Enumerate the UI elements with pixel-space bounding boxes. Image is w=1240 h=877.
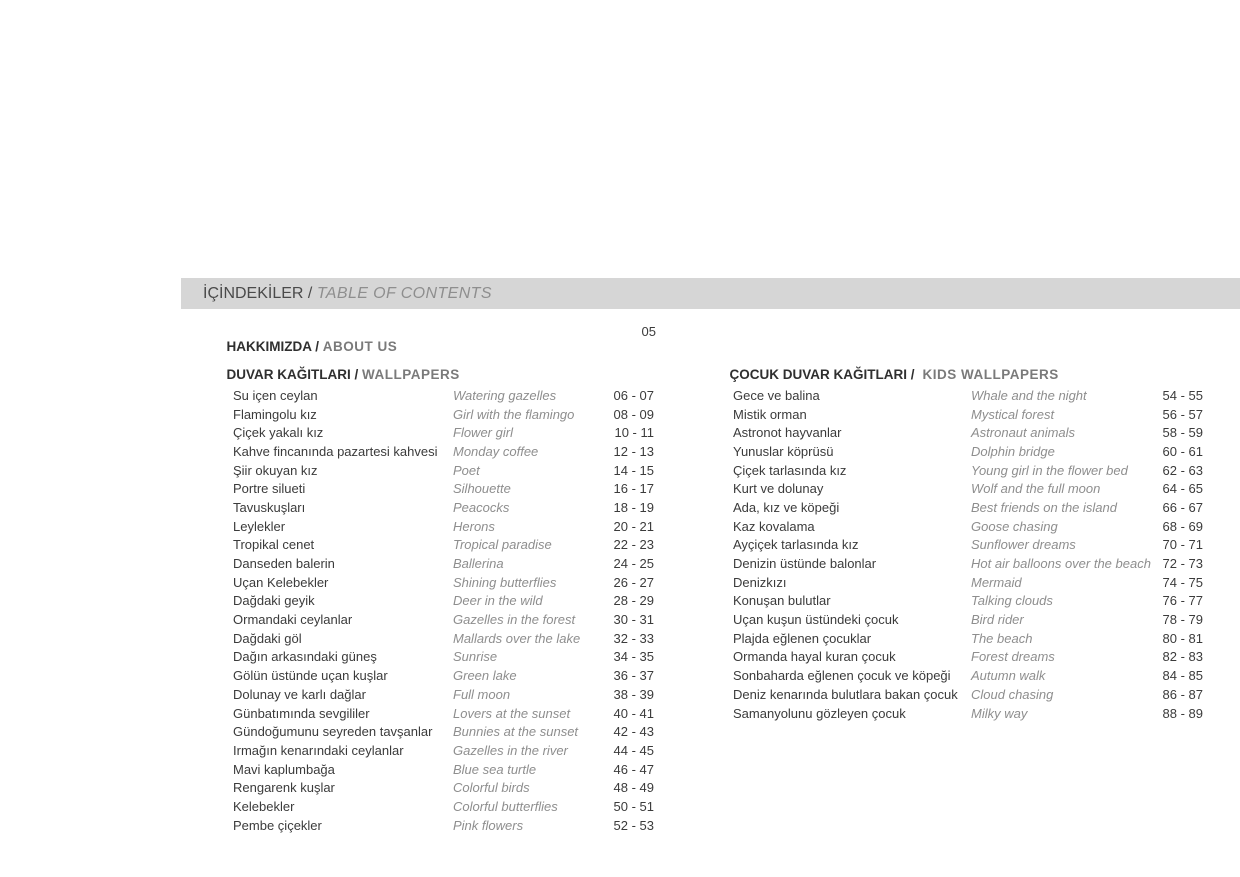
item-title-tr: Sonbaharda eğlenen çocuk ve köpeği [733,668,951,684]
toc-row [233,685,654,704]
item-pages: 88 - 89 [1162,705,1203,721]
item-title-tr: Çiçek tarlasında kız [733,462,847,478]
toc-row [233,498,654,517]
toc-row [233,554,654,573]
toc-header-bar [181,278,1240,309]
item-title-tr: Pembe çiçekler [233,817,322,833]
toc-row [233,704,654,723]
item-title-en: Watering gazelles [453,387,557,403]
item-title-en: Monday coffee [453,443,539,459]
item-title-en: Colorful butterflies [453,798,558,814]
toc-title-en: TABLE OF CONTENTS [316,284,492,302]
item-title-en: Goose chasing [971,518,1058,534]
item-pages: 28 - 29 [613,593,654,609]
toc-row [733,386,1203,405]
item-pages: 68 - 69 [1162,518,1203,534]
item-title-en: Gazelles in the forest [453,612,576,628]
toc-row [233,461,654,480]
item-title-tr: Günbatımında sevgililer [233,705,370,721]
toc-row [733,648,1203,667]
item-title-en: Best friends on the island [971,499,1117,515]
item-pages: 16 - 17 [613,481,654,497]
toc-row [733,704,1203,723]
item-title-tr: Dağın arkasındaki güneş [233,649,377,665]
item-pages: 14 - 15 [613,462,654,478]
item-title-tr: Ormanda hayal kuran çocuk [733,649,896,665]
item-pages: 32 - 33 [613,630,654,646]
item-title-tr: Gölün üstünde uçan kuşlar [233,668,388,684]
item-title-en: Mallards over the lake [453,630,581,646]
item-title-tr: Kurt ve dolunay [733,481,824,497]
item-title-tr: Mistik orman [733,406,807,422]
item-title-en: Milky way [971,705,1028,721]
item-title-en: Green lake [453,668,517,684]
item-pages: 38 - 39 [613,686,654,702]
item-pages: 74 - 75 [1162,574,1203,590]
item-title-en: Blue sea turtle [453,761,537,777]
toc-row [733,423,1203,442]
item-title-en: Lovers at the sunset [453,705,571,721]
item-pages: 22 - 23 [613,537,654,553]
section-title-tr: ÇOCUK DUVAR KAĞITLARI / [729,367,919,382]
item-title-en: Pink flowers [453,817,524,833]
toc-list-wallpapers [233,386,654,835]
item-title-tr: Portre silueti [233,481,306,497]
toc-row [233,666,654,685]
section-title-en: KIDS WALLPAPERS [918,367,1059,382]
item-pages: 06 - 07 [613,387,654,403]
item-title-tr: Gece ve balina [733,387,820,403]
toc-row [233,423,654,442]
toc-row [733,610,1203,629]
item-title-tr: Konuşan bulutlar [733,593,831,609]
item-pages: 34 - 35 [613,649,654,665]
item-title-tr: Rengarenk kuşlar [233,780,335,796]
item-pages: 76 - 77 [1162,593,1203,609]
toc-row [233,610,654,629]
toc-row [233,479,654,498]
toc-row [233,778,654,797]
item-title-en: Wolf and the full moon [971,481,1101,497]
toc-row [233,797,654,816]
toc-row [233,629,654,648]
toc-row [733,573,1203,592]
item-title-tr: Tavuskuşları [233,499,306,515]
item-title-tr: Mavi kaplumbağa [233,761,335,777]
item-pages: 18 - 19 [613,499,654,515]
item-pages: 36 - 37 [613,668,654,684]
item-pages: 24 - 25 [613,556,654,572]
item-title-en: Peacocks [453,499,510,515]
item-title-en: Ballerina [453,556,504,572]
item-title-en: Forest dreams [971,649,1055,665]
item-pages: 20 - 21 [613,518,654,534]
toc-row [233,760,654,779]
item-title-tr: Flamingolu kız [233,406,317,422]
item-title-tr: Ormandaki ceylanlar [233,612,353,628]
item-title-tr: Dağdaki göl [233,630,302,646]
item-pages: 62 - 63 [1162,462,1203,478]
item-title-en: Shining butterflies [453,574,557,590]
item-pages: 10 - 11 [614,425,654,441]
item-title-en: Dolphin bridge [971,443,1055,459]
toc-row [733,554,1203,573]
item-title-en: Flower girl [453,425,513,441]
item-title-tr: Uçan kuşun üstündeki çocuk [733,612,899,628]
item-title-en: Bird rider [971,612,1024,628]
item-title-en: Autumn walk [971,668,1046,684]
item-pages: 84 - 85 [1162,668,1203,684]
toc-row [233,386,654,405]
item-title-tr: Kahve fincanında pazartesi kahvesi [233,443,438,459]
toc-row [233,573,654,592]
item-pages: 72 - 73 [1162,556,1203,572]
section-wallpapers-header [204,352,654,382]
item-title-tr: Uçan Kelebekler [233,574,329,590]
item-title-tr: Kelebekler [233,798,295,814]
item-title-en: Talking clouds [971,593,1053,609]
toc-row [233,722,654,741]
toc-row [233,442,654,461]
item-pages: 86 - 87 [1162,686,1203,702]
item-pages: 12 - 13 [613,443,654,459]
section-wallpapers [204,352,654,835]
item-title-en: Cloud chasing [971,686,1054,702]
item-title-en: Sunflower dreams [971,537,1076,553]
section-kids-wallpapers-header [707,352,1203,382]
toc-list-kids-wallpapers [733,386,1203,722]
item-title-tr: Plajda eğlenen çocuklar [733,630,872,646]
section-kids-wallpapers [707,352,1203,722]
item-title-tr: Kaz kovalama [733,518,815,534]
toc-row [733,498,1203,517]
item-title-tr: Denizin üstünde balonlar [733,556,877,572]
item-title-en: Colorful birds [453,780,530,796]
item-title-en: Herons [453,518,495,534]
item-title-en: Mermaid [971,574,1022,590]
item-pages: 40 - 41 [613,705,654,721]
toc-row [733,666,1203,685]
item-title-tr: Şiir okuyan kız [233,462,318,478]
toc-row [733,685,1203,704]
item-pages: 70 - 71 [1162,537,1203,553]
item-title-en: Silhouette [453,481,511,497]
toc-row [233,741,654,760]
about-page-number: 05 [641,324,656,339]
item-pages: 80 - 81 [1162,630,1203,646]
toc-row [733,442,1203,461]
item-title-tr: Çiçek yakalı kız [233,425,324,441]
toc-row [233,816,654,835]
toc-row [733,461,1203,480]
item-pages: 52 - 53 [613,817,654,833]
toc-row [233,648,654,667]
item-title-tr: Dağdaki geyik [233,593,315,609]
item-pages: 58 - 59 [1162,425,1203,441]
item-pages: 42 - 43 [613,724,654,740]
item-pages: 56 - 57 [1162,406,1203,422]
item-pages: 54 - 55 [1162,387,1203,403]
item-title-en: Hot air balloons over the beach [971,556,1151,572]
item-pages: 48 - 49 [613,780,654,796]
item-title-en: Astronaut animals [971,425,1076,441]
item-title-tr: Deniz kenarında bulutlara bakan çocuk [733,686,958,702]
toc-row [733,517,1203,536]
section-title-en: WALLPAPERS [362,367,460,382]
item-pages: 08 - 09 [613,406,654,422]
item-title-en: Full moon [453,686,511,702]
item-pages: 44 - 45 [613,742,654,758]
item-title-en: Girl with the flamingo [453,406,575,422]
toc-row [733,479,1203,498]
toc-row [233,536,654,555]
toc-row [733,629,1203,648]
item-title-tr: Denizkızı [733,574,787,590]
item-title-tr: Ayçiçek tarlasında kız [733,537,859,553]
item-title-tr: Ada, kız ve köpeği [733,499,840,515]
item-title-tr: Leylekler [233,518,286,534]
item-title-tr: Danseden balerin [233,556,335,572]
toc-row [733,536,1203,555]
item-title-en: Bunnies at the sunset [453,724,579,740]
toc-row [233,517,654,536]
item-pages: 78 - 79 [1162,612,1203,628]
toc-row [733,592,1203,611]
toc-row [233,405,654,424]
item-title-en: Mystical forest [971,406,1055,422]
section-title-tr: DUVAR KAĞITLARI / [226,367,363,382]
item-title-en: Tropical paradise [453,537,552,553]
item-title-en: Deer in the wild [453,593,543,609]
item-title-tr: Samanyolunu gözleyen çocuk [733,705,906,721]
item-title-en: Gazelles in the river [453,742,568,758]
item-title-tr: Irmağın kenarındaki ceylanlar [233,742,404,758]
item-pages: 46 - 47 [613,761,654,777]
item-title-tr: Yunuslar köprüsü [733,443,834,459]
item-title-tr: Astronot hayvanlar [733,425,842,441]
item-pages: 26 - 27 [613,574,654,590]
toc-row [733,405,1203,424]
item-title-en: Young girl in the flower bed [971,462,1128,478]
about-label-en: ABOUT US [322,339,398,354]
item-title-tr: Dolunay ve karlı dağlar [233,686,366,702]
item-title-en: Poet [453,462,480,478]
toc-row [233,592,654,611]
item-pages: 82 - 83 [1162,649,1203,665]
item-title-en: The beach [971,630,1033,646]
item-pages: 66 - 67 [1162,499,1203,515]
item-pages: 60 - 61 [1162,443,1203,459]
item-pages: 30 - 31 [613,612,654,628]
item-title-tr: Gündoğumunu seyreden tavşanlar [233,724,433,740]
item-title-tr: Tropikal cenet [233,537,315,553]
item-pages: 64 - 65 [1162,481,1203,497]
item-title-en: Whale and the night [971,387,1087,403]
item-title-en: Sunrise [453,649,498,665]
item-title-tr: Su içen ceylan [233,387,318,403]
about-label-tr: HAKKIMIZDA / [226,339,323,354]
item-pages: 50 - 51 [613,798,654,814]
toc-title-tr: İÇİNDEKİLER / [203,284,317,302]
